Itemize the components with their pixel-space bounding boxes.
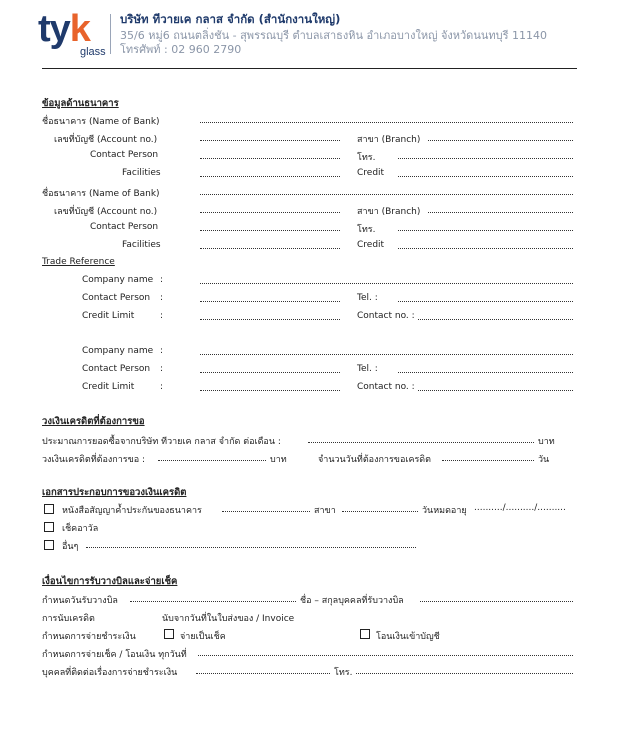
requested-credit-label: วงเงินเครดิตที่ต้องการขอ : [42, 455, 146, 465]
credit-count-label: การนับเครดิต [42, 614, 95, 624]
company-logo [38, 8, 106, 58]
monthly-purchase-unit: บาท [538, 437, 555, 447]
ref1-credit-limit-colon: : [160, 311, 164, 321]
requested-credit-unit: บาท [270, 455, 287, 465]
bank1-name-field[interactable] [200, 122, 573, 123]
logo-subtext: glass [80, 46, 106, 58]
bank-guarantee-field[interactable] [222, 511, 310, 512]
company-address: 35/6 หมู่6 ถนนตลิ่งชัน - สุพรรณบุรี ตำบลเสาธงหิน อำเภอบางใหญ่ จังหวัดนนทบุรี 11140 [120, 29, 547, 42]
bank2-branch-field[interactable] [428, 212, 573, 213]
bank2-name-field[interactable] [200, 194, 573, 195]
ref2-credit-limit-label: Credit Limit [82, 382, 135, 392]
credit-line-heading: วงเงินเครดิตที่ต้องการขอ [42, 416, 145, 427]
credit-days-field[interactable] [442, 460, 534, 461]
other-document-field[interactable] [86, 547, 416, 548]
company-name: บริษัท ทีวายเค กลาส จำกัด (สำนักงานใหญ่) [120, 12, 341, 26]
aval-cheque-label: เช็คอาวัล [62, 524, 99, 534]
bank2-credit-label: Credit [357, 240, 385, 250]
bank2-facilities-label: Facilities [122, 240, 161, 250]
ref2-contact-field[interactable] [200, 372, 340, 373]
ref1-credit-limit-label: Credit Limit [82, 311, 135, 321]
bank2-tel-label: โทร. [357, 225, 376, 235]
bank-section-heading: ข้อมูลด้านธนาคาร [42, 98, 119, 109]
ref1-credit-limit-field[interactable] [200, 319, 340, 320]
bank1-facilities-label: Facilities [122, 168, 161, 178]
logo-wordmark: tyk [38, 8, 90, 50]
bank-guarantee-checkbox[interactable] [44, 504, 54, 514]
bank1-credit-label: Credit [357, 168, 385, 178]
ref1-contact-label: Contact Person [82, 293, 151, 303]
credit-count-value: นับจากวันที่ในใบส่งของ / Invoice [162, 614, 295, 624]
bank1-branch-label: สาขา (Branch) [357, 135, 421, 145]
payment-contact-tel-field[interactable] [356, 673, 573, 674]
bank2-contact-field[interactable] [200, 230, 340, 231]
ref1-tel-field[interactable] [398, 301, 573, 302]
bank1-tel-label: โทร. [357, 153, 376, 163]
bank2-tel-field[interactable] [398, 230, 573, 231]
guarantee-branch-field[interactable] [342, 511, 418, 512]
other-document-checkbox[interactable] [44, 540, 54, 550]
bank1-contact-field[interactable] [200, 158, 340, 159]
billing-date-label: กำหนดวันรับวางบิล [42, 596, 118, 606]
payment-contact-field[interactable] [196, 673, 330, 674]
ref1-company-field[interactable] [200, 283, 573, 284]
header-rule [42, 68, 577, 69]
guarantee-heading: เอกสารประกอบการขอวงเงินเครดิต [42, 487, 187, 498]
pay-cheque-checkbox[interactable] [164, 629, 174, 639]
ref1-company-label: Company name [82, 275, 154, 285]
company-telephone: โทรศัพท์ : 02 960 2790 [120, 43, 242, 56]
ref2-contact-label: Contact Person [82, 364, 151, 374]
bank1-account-field[interactable] [200, 140, 340, 141]
ref2-company-field[interactable] [200, 354, 573, 355]
billing-person-field[interactable] [420, 601, 573, 602]
ref2-company-label: Company name [82, 346, 154, 356]
payment-schedule-label: กำหนดการจ่ายเช็ค / โอนเงิน ทุกวันที่ [42, 650, 187, 660]
guarantee-expiry-field[interactable]: ........../........../.......... [474, 503, 566, 513]
ref2-contact-colon: : [160, 364, 164, 374]
ref1-contact-no-field[interactable] [418, 319, 573, 320]
pay-transfer-checkbox[interactable] [360, 629, 370, 639]
bank1-contact-label: Contact Person [90, 150, 159, 160]
ref1-tel-label: Tel. : [357, 293, 378, 303]
credit-days-label: จำนวนวันที่ต้องการขอเครดิต [318, 455, 431, 465]
bank2-name-label: ชื่อธนาคาร (Name of Bank) [42, 189, 160, 199]
bank2-account-field[interactable] [200, 212, 340, 213]
bank1-tel-field[interactable] [398, 158, 573, 159]
bank2-account-label: เลขที่บัญชี (Account no.) [54, 207, 158, 217]
ref2-contact-no-label: Contact no. : [357, 382, 415, 392]
monthly-purchase-field[interactable] [308, 442, 534, 443]
ref2-tel-field[interactable] [398, 372, 573, 373]
bank1-account-label: เลขที่บัญชี (Account no.) [54, 135, 158, 145]
bank1-facilities-field[interactable] [200, 176, 340, 177]
ref2-credit-limit-colon: : [160, 382, 164, 392]
ref1-contact-field[interactable] [200, 301, 340, 302]
guarantee-expiry-label: วันหมดอายุ [422, 506, 467, 516]
requested-credit-field[interactable] [158, 460, 266, 461]
ref2-company-colon: : [160, 346, 164, 356]
ref2-contact-no-field[interactable] [418, 390, 573, 391]
ref2-credit-limit-field[interactable] [200, 390, 340, 391]
bank2-facilities-field[interactable] [200, 248, 340, 249]
aval-cheque-checkbox[interactable] [44, 522, 54, 532]
header-divider [110, 14, 111, 54]
ref2-tel-label: Tel. : [357, 364, 378, 374]
pay-transfer-label: โอนเงินเข้าบัญชี [376, 632, 440, 642]
trade-reference-heading: Trade Reference [42, 257, 115, 267]
ref1-contact-no-label: Contact no. : [357, 311, 415, 321]
bank-guarantee-label: หนังสือสัญญาค้ำประกันของธนาคาร [62, 506, 202, 516]
bank2-contact-label: Contact Person [90, 222, 159, 232]
payment-schedule-field[interactable] [198, 655, 573, 656]
ref1-contact-colon: : [160, 293, 164, 303]
payment-contact-tel-label: โทร. [334, 668, 353, 678]
bank2-branch-label: สาขา (Branch) [357, 207, 421, 217]
bank2-credit-field[interactable] [398, 248, 573, 249]
bank1-name-label: ชื่อธนาคาร (Name of Bank) [42, 117, 160, 127]
bank1-credit-field[interactable] [398, 176, 573, 177]
other-document-label: อื่นๆ [62, 542, 79, 552]
billing-person-label: ชื่อ – สกุลบุคคลที่รับวางบิล [300, 596, 404, 606]
billing-heading: เงื่อนไขการรับวางบิลและจ่ายเช็ค [42, 576, 178, 587]
pay-cheque-label: จ่ายเป็นเช็ค [180, 632, 226, 642]
payment-terms-label: กำหนดการจ่ายชำระเงิน [42, 632, 136, 642]
billing-date-field[interactable] [130, 601, 296, 602]
credit-days-unit: วัน [538, 455, 550, 465]
bank1-branch-field[interactable] [428, 140, 573, 141]
payment-contact-label: บุคคลที่ติดต่อเรื่องการจ่ายชำระเงิน [42, 668, 178, 678]
monthly-purchase-label: ประมาณการยอดซื้อจากบริษัท ทีวายเค กลาส จำกัด ต่อเดือน : [42, 437, 281, 447]
guarantee-branch-label: สาขา [314, 506, 336, 516]
ref1-company-colon: : [160, 275, 164, 285]
